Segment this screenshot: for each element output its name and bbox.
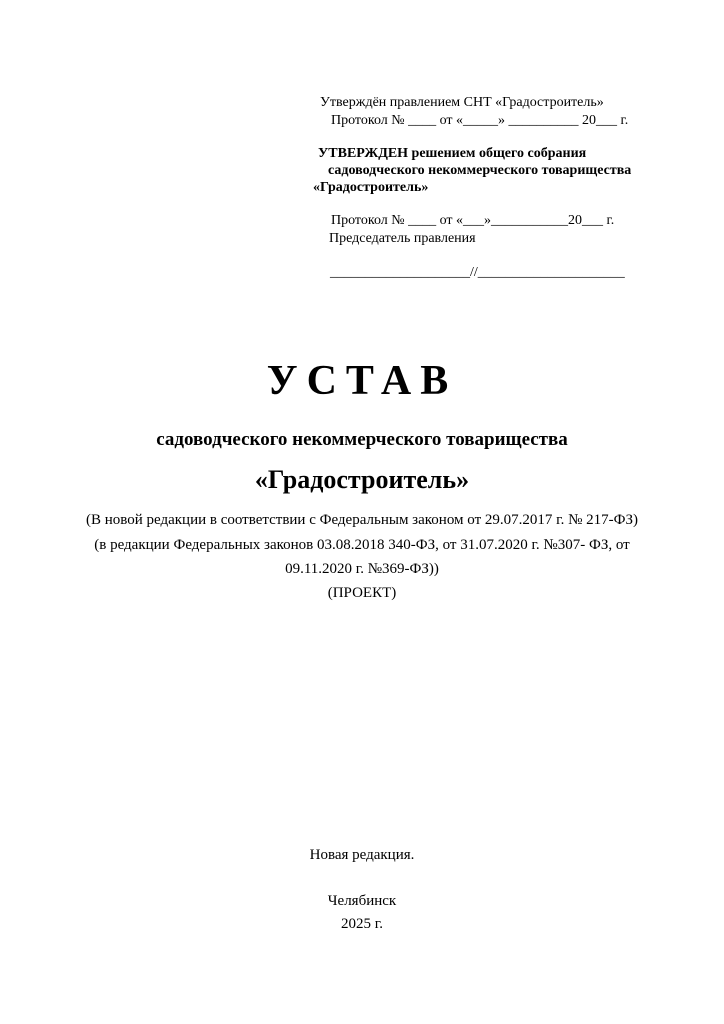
- signature-line: ____________________//_____________________: [330, 265, 625, 280]
- new-edition-label: Новая редакция.: [309, 847, 415, 863]
- assembly-approval-line3: «Градостроитель»: [313, 180, 429, 195]
- edition-note-line3: 09.11.2020 г. №369-ФЗ)): [285, 561, 439, 577]
- project-label: (ПРОЕКТ): [327, 585, 397, 601]
- protocol-line: Протокол № ____ от «___»___________20___ г.: [331, 213, 615, 228]
- board-approval-line1: Утверждён правлением СНТ «Градостроитель»: [320, 95, 604, 110]
- edition-note-line2: (в редакции Федеральных законов 03.08.2018 340-ФЗ, от 31.07.2020 г. №307- ФЗ, от: [94, 537, 630, 553]
- document-subtitle: садоводческого некоммерческого товарищества: [156, 429, 568, 450]
- edition-note-line1: (В новой редакции в соответствии с Федеральным законом от 29.07.2017 г. № 217-ФЗ): [85, 512, 639, 528]
- year-label: 2025 г.: [341, 916, 383, 932]
- assembly-approval-line2: садоводческого некоммерческого товарищества: [328, 163, 632, 178]
- document-title: УСТАВ: [266, 358, 458, 404]
- board-approval-protocol: Протокол № ____ от «_____» __________ 20___ г.: [331, 113, 629, 128]
- city-label: Челябинск: [327, 893, 397, 909]
- assembly-approval-line1: УТВЕРЖДЕН решением общего собрания: [318, 146, 587, 161]
- organization-name: «Градостроитель»: [254, 465, 470, 494]
- chairman-label: Председатель правления: [329, 231, 476, 246]
